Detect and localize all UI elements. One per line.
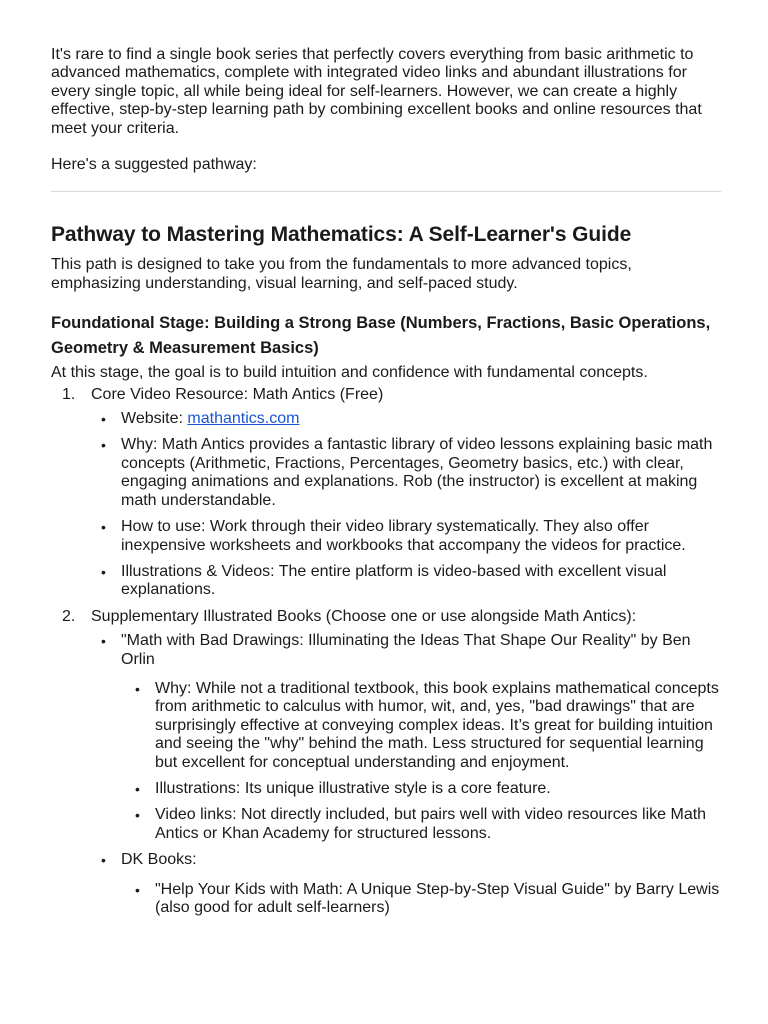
list-item bbox=[121, 780, 720, 798]
bullet-icon: • bbox=[135, 680, 140, 697]
list-item bbox=[91, 518, 720, 555]
stage-description: At this stage, the goal is to build intuition and confidence with fundamental concepts. bbox=[51, 364, 648, 382]
list-item-text: "Help Your Kids with Math: A Unique Step-by-Step Visual Guide" by Barry Lewis (also good for adult self-learners) bbox=[155, 880, 720, 916]
list-item-text: Illustrations & Videos: The entire platform is video-based with excellent visual explanations. bbox=[121, 562, 667, 599]
list-item bbox=[121, 881, 720, 918]
step-number: 2. bbox=[62, 607, 76, 625]
mathantics-link[interactable]: mathantics.com bbox=[187, 410, 300, 428]
book-series-title: DK Books: bbox=[121, 851, 197, 869]
list-item-text: How to use: Work through their video library systematically. They also offer inexpensive worksheets and workbooks that accompany the videos for practice. bbox=[121, 518, 686, 554]
list-item bbox=[91, 436, 720, 510]
step-item bbox=[51, 386, 720, 600]
list-item bbox=[121, 680, 720, 772]
steps-list bbox=[51, 386, 720, 918]
bullet-icon: • bbox=[135, 807, 140, 824]
section-divider bbox=[51, 191, 721, 192]
list-item-text: Illustrations: Its unique illustrative style is a core feature. bbox=[155, 779, 551, 797]
bullet-icon: • bbox=[101, 633, 106, 650]
guide-title: Pathway to Mastering Mathematics: A Self-Learner's Guide bbox=[51, 223, 632, 247]
step-title: Supplementary Illustrated Books (Choose one or use alongside Math Antics): bbox=[91, 607, 637, 625]
list-item bbox=[91, 563, 720, 600]
bullet-icon: • bbox=[101, 519, 106, 536]
bullet-icon: • bbox=[101, 852, 106, 869]
bullet-icon: • bbox=[135, 780, 140, 797]
step-item bbox=[51, 608, 720, 918]
step-title: Core Video Resource: Math Antics (Free) bbox=[91, 385, 384, 403]
intro-paragraph: It's rare to find a single book series that perfectly covers everything from basic arithmetic to advanced mathematics, complete with integrated video links and abundant illustrations for every single topic, all while being ideal for self-learners. However, we can create a highly effective, step-by-step learning path by combining excellent books and online resources that meet your criteria. bbox=[51, 46, 702, 137]
book-details-list bbox=[121, 680, 720, 843]
bullet-icon: • bbox=[135, 881, 140, 898]
website-label: Website: bbox=[121, 410, 188, 428]
step-number: 1. bbox=[62, 385, 76, 403]
list-item-text: Video links: Not directly included, but pairs well with video resources like Math Antics or Khan Academy for structured lessons. bbox=[155, 806, 707, 842]
stage-title: Foundational Stage: Building a Strong Base (Numbers, Fractions, Basic Operations, Geometry & Measurement Basics) bbox=[51, 314, 711, 358]
suggestion-text: Here's a suggested pathway: bbox=[51, 156, 257, 174]
book-item bbox=[91, 851, 720, 917]
step-details-list bbox=[91, 410, 720, 600]
bullet-icon: • bbox=[101, 411, 106, 428]
bullet-icon: • bbox=[101, 563, 106, 580]
book-details-list bbox=[121, 881, 720, 918]
list-item-text: Why: Math Antics provides a fantastic library of video lessons explaining basic math concepts (Arithmetic, Fractions, Percentages, Geometry basics, etc.) with clear, engaging animations and explanations. Rob (the instructor) is excellent at making math understandable. bbox=[121, 436, 713, 509]
list-item bbox=[91, 410, 720, 428]
book-title: "Math with Bad Drawings: Illuminating the Ideas That Shape Our Reality" by Ben Orlin bbox=[121, 632, 691, 668]
bullet-icon: • bbox=[101, 437, 106, 454]
list-item-text: Why: While not a traditional textbook, this book explains mathematical concepts from arithmetic to calculus with humor, wit, and, yes, "bad drawings" that are surprisingly effective at conveying complex ideas. It’s great for building intuition and seeing the "why" behind the math. Less structured for sequential learning but excellent for conceptual understanding and enjoyment. bbox=[155, 679, 719, 771]
list-item bbox=[121, 806, 720, 843]
book-item bbox=[91, 632, 720, 843]
guide-description: This path is designed to take you from the fundamentals to more advanced topics, emphasizing understanding, visual learning, and self-paced study. bbox=[51, 256, 632, 292]
book-list bbox=[91, 632, 720, 917]
